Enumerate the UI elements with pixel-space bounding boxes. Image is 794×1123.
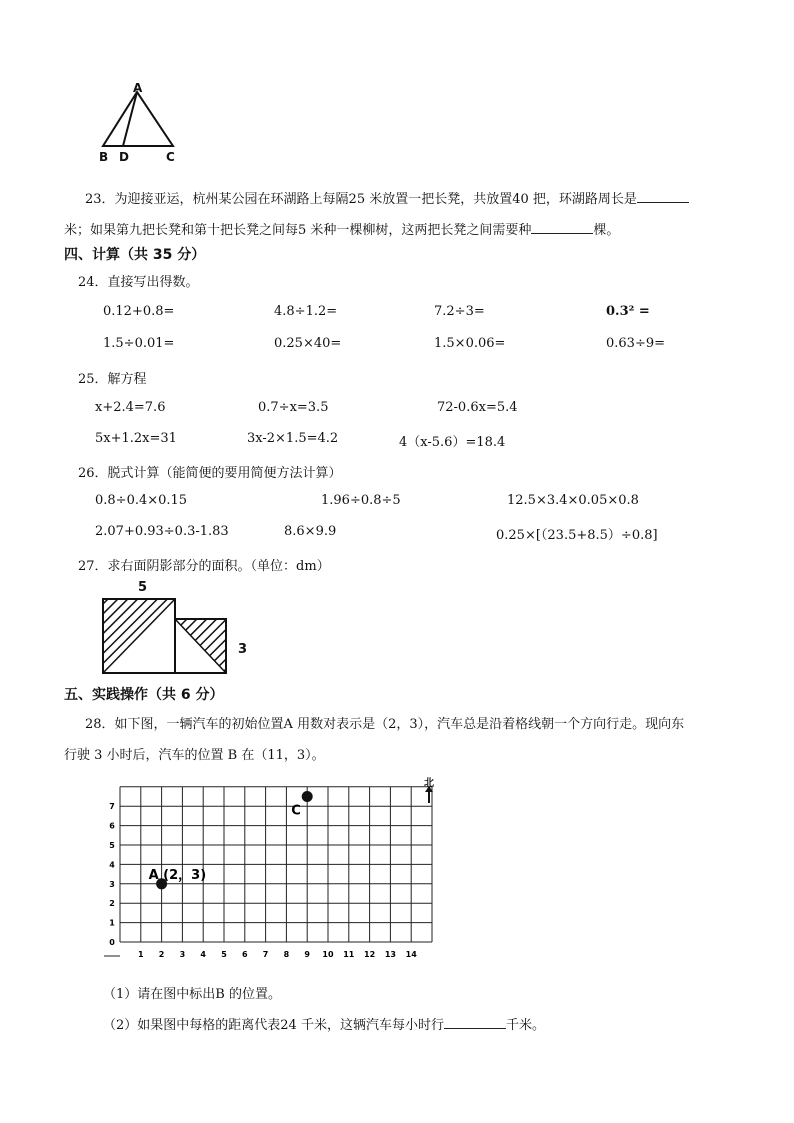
x-tick-label: 9 <box>304 950 310 959</box>
point-c <box>302 791 313 802</box>
q24-item-5: 1.5÷0.01= <box>103 336 175 351</box>
x-tick-label: 11 <box>343 950 355 959</box>
triangle-label-c: C <box>166 150 175 164</box>
x-tick-label: 4 <box>200 950 206 959</box>
q24-item-1: 0.12+0.8= <box>103 304 175 319</box>
x-tick-label: 8 <box>283 950 290 959</box>
section5-title: 五、实践操作（共 6 分） <box>64 687 224 703</box>
x-tick-label: 3 <box>179 950 186 959</box>
q25-item-3: 72-0.6x=5.4 <box>437 400 518 415</box>
q26-item-6: 0.25×[（23.5+8.5）÷0.8] <box>496 528 658 543</box>
q24-title: 24．直接写出得数。 <box>78 275 199 290</box>
q28-sub2-text: （2）如果图中每格的距离代表24 千米，这辆汽车每小时行 <box>103 1018 444 1033</box>
q28-blank-speed[interactable] <box>444 1016 506 1029</box>
q24-item-4: 0.3² = <box>606 304 650 319</box>
y-tick-label: 7 <box>109 802 115 812</box>
q28-sub1: （1）请在图中标出B 的位置。 <box>103 987 281 1002</box>
q24-item-6: 0.25×40= <box>274 336 342 351</box>
q24-item-3: 7.2÷3= <box>434 304 485 319</box>
q25-item-4: 5x+1.2x=31 <box>95 431 177 446</box>
q24-item-2: 4.8÷1.2= <box>274 304 338 319</box>
x-tick-label: 2 <box>158 950 165 959</box>
triangle-label-b: B <box>99 150 109 164</box>
x-tick-label: 12 <box>364 950 376 959</box>
y-tick-label: 5 <box>109 841 115 850</box>
q28-sub2 <box>103 1014 545 1033</box>
y-tick-label: 1 <box>109 918 115 928</box>
q28-line1: 28．如下图，一辆汽车的初始位置A 用数对表示是（2，3），汽车总是沿着格线朝一个方向行走。现向东 <box>85 717 685 732</box>
q26-item-4: 2.07+0.93÷0.3-1.83 <box>95 524 229 539</box>
q25-item-5: 3x-2×1.5=4.2 <box>247 431 339 446</box>
q23-text2: 米；如果第九把长凳和第十把长凳之间每5 米种一棵柳树，这两把长凳之间需要种 <box>64 223 532 238</box>
q27-label-top: 5 <box>138 580 148 595</box>
q26-item-2: 1.96÷0.8÷5 <box>321 493 401 508</box>
y-tick-label: 3 <box>109 879 115 889</box>
q26-item-3: 12.5×3.4×0.05×0.8 <box>507 493 639 508</box>
y-tick-label: 4 <box>109 860 115 870</box>
q24-item-8: 0.63÷9= <box>606 336 666 351</box>
x-tick-label: 10 <box>322 950 334 959</box>
q27-label-side: 3 <box>238 642 248 657</box>
q26-title: 26．脱式计算（能简便的要用简便方法计算） <box>78 466 342 481</box>
y-tick-label: 2 <box>109 899 115 909</box>
point-a-label: A (2，3) <box>148 867 207 883</box>
q27-title: 27．求右面阴影部分的面积。（单位：dm） <box>78 559 330 574</box>
q28-sub2-unit: 千米。 <box>505 1018 545 1033</box>
x-tick-label: 13 <box>384 950 396 959</box>
point-c-label: C <box>291 803 301 819</box>
x-tick-label: 7 <box>262 950 269 959</box>
q24-item-7: 1.5×0.06= <box>434 336 506 351</box>
q26-item-1: 0.8÷0.4×0.15 <box>95 493 188 508</box>
q25-title: 25．解方程 <box>78 372 147 387</box>
north-label: 北 <box>424 778 434 789</box>
x-tick-label: 6 <box>242 950 248 959</box>
q23-text3: 棵。 <box>593 223 620 238</box>
triangle-label-d: D <box>119 150 129 164</box>
x-tick-label: 1 <box>138 950 144 959</box>
q25-item-6: 4（x-5.6）=18.4 <box>399 435 506 450</box>
q26-item-5: 8.6×9.9 <box>284 524 337 539</box>
x-tick-label: 14 <box>405 950 417 959</box>
q25-item-1: x+2.4=7.6 <box>95 400 166 415</box>
q23-text1: 23．为迎接亚运，杭州某公园在环湖路上每隔25 米放置一把长凳，共放置40 把，环湖路周长是 <box>85 192 637 207</box>
x-tick-label: 5 <box>221 950 227 959</box>
q28-line2: 行驶 3 小时后，汽车的位置 B 在（11，3）。 <box>64 748 325 763</box>
section4-title: 四、计算（共 35 分） <box>64 247 206 263</box>
y-tick-label: 6 <box>109 821 115 831</box>
y-tick-label: 0 <box>109 938 115 947</box>
triangle-label-a: A <box>133 81 143 95</box>
q25-item-2: 0.7÷x=3.5 <box>258 400 329 415</box>
